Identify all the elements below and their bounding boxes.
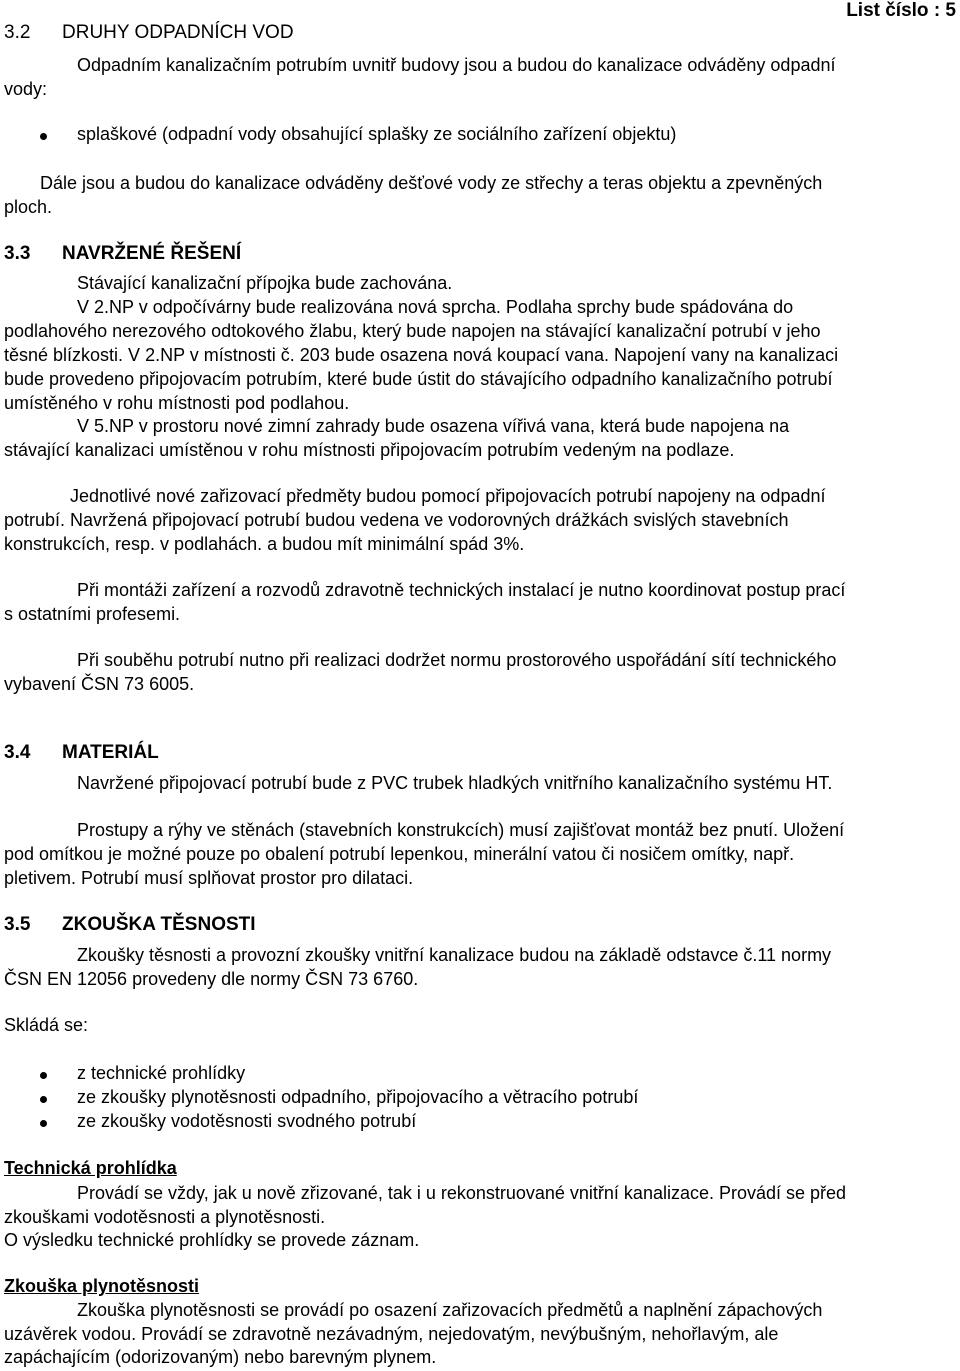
section-3-3-title: NAVRŽENÉ ŘEŠENÍ — [62, 243, 242, 264]
subheading-technicka-prohlidka: Technická prohlídka — [4, 1158, 177, 1178]
paragraph-line: vody: — [4, 79, 48, 99]
list-item: z technické prohlídky — [77, 1063, 246, 1083]
section-3-5-title: ZKOUŠKA TĚSNOSTI — [62, 914, 256, 935]
paragraph-line: Navržené připojovací potrubí bude z PVC trubek hladkých vnitřního kanalizačního systému HT. — [77, 773, 833, 793]
paragraph-line: Provádí se vždy, jak u nově zřizované, tak i u rekonstruované vnitřní kanalizace. Provádí se před — [77, 1183, 847, 1203]
paragraph-line: Odpadním kanalizačním potrubím uvnitř budovy jsou a budou do kanalizace odváděny odpadní — [77, 55, 836, 75]
paragraph-line: Stávající kanalizační přípojka bude zachována. — [77, 273, 453, 293]
paragraph-line: Při souběhu potrubí nutno při realizaci dodržet normu prostorového uspořádání sítí technického — [77, 650, 837, 670]
list-item: ze zkoušky vodotěsnosti svodného potrubí — [77, 1111, 417, 1131]
paragraph-line: s ostatními profesemi. — [4, 604, 181, 624]
paragraph-line: pod omítkou je možné pouze po obalení potrubí lepenkou, minerální vatou či nosičem omítky, např. — [4, 844, 795, 864]
paragraph-line: Zkouška plynotěsnosti se provádí po osazení zařizovacích předmětů a naplnění zápachových — [77, 1300, 823, 1320]
paragraph-line: V 2.NP v odpočívárny bude realizována nová sprcha. Podlaha sprchy bude spádována do — [77, 297, 794, 317]
section-3-4-number: 3.4 — [4, 742, 31, 763]
subheading-zkouska-plynotesnosti: Zkouška plynotěsnosti — [4, 1276, 200, 1296]
section-3-2-number: 3.2 — [4, 22, 31, 43]
paragraph-line: Při montáži zařízení a rozvodů zdravotně technických instalací je nutno koordinovat postup prací — [77, 580, 846, 600]
bullet-icon — [40, 1072, 47, 1079]
list-item: ze zkoušky plynotěsnosti odpadního, připojovacího a větracího potrubí — [77, 1087, 639, 1107]
paragraph-line: uzávěrek vodou. Provádí se zdravotně nezávadným, nejedovatým, nevýbušným, nehořlavým, ale — [4, 1324, 779, 1344]
paragraph-line: O výsledku technické prohlídky se provede záznam. — [4, 1230, 420, 1250]
bullet-icon — [40, 1096, 47, 1103]
paragraph-line: konstrukcích, resp. v podlahách. a budou mít minimální spád 3%. — [4, 534, 525, 554]
paragraph-line: Zkoušky těsnosti a provozní zkoušky vnitřní kanalizace budou na základě odstavce č.11 normy — [77, 945, 832, 965]
paragraph-line: zkouškami vodotěsnosti a plynotěsnosti. — [4, 1207, 326, 1227]
sheet-number: List číslo : 5 — [846, 0, 956, 21]
list-item: splaškové (odpadní vody obsahující splašky ze sociálního zařízení objektu) — [77, 124, 677, 144]
paragraph-line: potrubí. Navržená připojovací potrubí budou vedena ve vodorovných drážkách svislých stavebních — [4, 510, 789, 530]
paragraph-line: pletivem. Potrubí musí splňovat prostor pro dilataci. — [4, 868, 414, 888]
section-3-2-title: DRUHY ODPADNÍCH VOD — [62, 22, 294, 43]
paragraph-line: bude provedeno připojovacím potrubím, které bude ústit do stávajícího odpadního kanalizačního potrubí — [4, 369, 833, 389]
paragraph-line: umístěného v rohu místnosti pod podlahou. — [4, 393, 350, 413]
paragraph-line: podlahového nerezového odtokového žlabu, který bude napojen na stávající kanalizační potrubí v jeho — [4, 321, 821, 341]
section-3-3-number: 3.3 — [4, 243, 31, 264]
list-intro: Skládá se: — [4, 1015, 89, 1035]
section-3-4-title: MATERIÁL — [62, 742, 159, 763]
paragraph-line: Prostupy a rýhy ve stěnách (stavebních konstrukcích) musí zajišťovat montáž bez pnutí. Uložení — [77, 820, 845, 840]
paragraph-line: ploch. — [4, 197, 53, 217]
paragraph-line: stávající kanalizaci umístěnou v rohu místnosti připojovacím potrubím vedeným na podlaze. — [4, 440, 735, 460]
section-3-5-number: 3.5 — [4, 914, 31, 935]
bullet-icon — [40, 133, 47, 140]
paragraph-line: Jednotlivé nové zařizovací předměty budou pomocí připojovacích potrubí napojeny na odpadní — [70, 486, 826, 506]
paragraph-line: vybavení ČSN 73 6005. — [4, 674, 195, 694]
paragraph-line: těsné blízkosti. V 2.NP v místnosti č. 203 bude osazena nová koupací vana. Napojení vany na kanalizaci — [4, 345, 839, 365]
paragraph-line: zapáchajícím (odorizovaným) nebo barevným plynem. — [4, 1347, 437, 1367]
paragraph-line: ČSN EN 12056 provedeny dle normy ČSN 73 6760. — [4, 969, 419, 989]
paragraph-line: Dále jsou a budou do kanalizace odváděny dešťové vody ze střechy a teras objektu a zpevněných — [40, 173, 823, 193]
paragraph-line: V 5.NP v prostoru nové zimní zahrady bude osazena vířivá vana, která bude napojena na — [77, 416, 790, 436]
bullet-icon — [40, 1120, 47, 1127]
